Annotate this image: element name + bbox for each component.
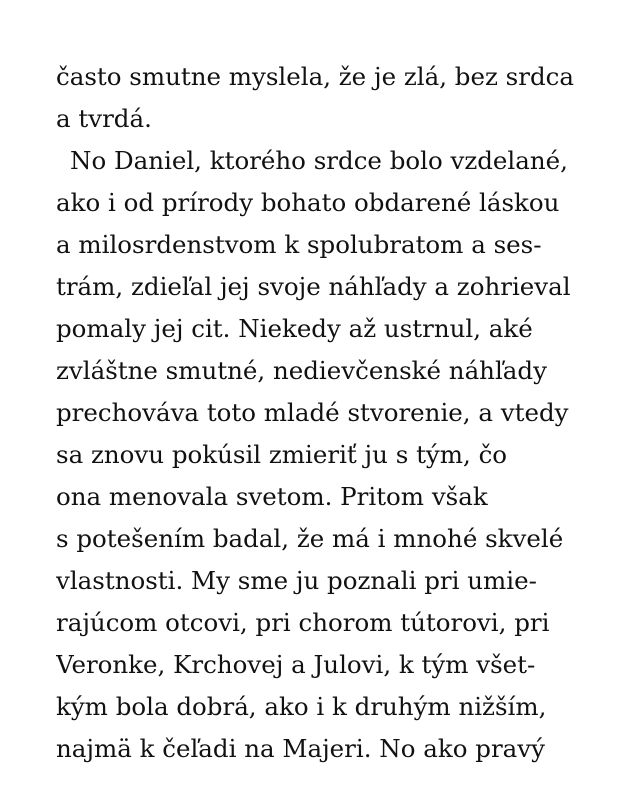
text-line: najmä k čeľadi na Majeri. No ako pravý bbox=[56, 734, 545, 763]
text-line: ona menovala svetom. Pritom však bbox=[56, 482, 488, 511]
text-line: prechováva toto mladé stvorenie, a vtedy bbox=[56, 398, 569, 427]
text-line: a tvrdá. bbox=[56, 104, 152, 133]
text-line: s potešením badal, že má i mnohé skvelé bbox=[56, 524, 564, 553]
text-line: ako i od prírody bohato obdarené láskou bbox=[56, 188, 560, 217]
text-line: a milosrdenstvom k spolubratom a ses- bbox=[56, 230, 542, 259]
text-line: trám, zdieľal jej svoje náhľady a zohrieval bbox=[56, 272, 571, 301]
text-line: často smutne myslela, že je zlá, bez srdca bbox=[56, 62, 574, 91]
text-line: kým bola dobrá, ako i k druhým nižším, bbox=[56, 692, 547, 721]
book-text bbox=[56, 56, 596, 770]
text-line: rajúcom otcovi, pri chorom tútorovi, pri bbox=[56, 608, 550, 637]
text-line: Veronke, Krchovej a Julovi, k tým všet- bbox=[56, 650, 536, 679]
text-line: vlastnosti. My sme ju poznali pri umie- bbox=[56, 566, 537, 595]
text-line: zvláštne smutné, nedievčenské náhľady bbox=[56, 356, 547, 385]
text-line: pomaly jej cit. Niekedy až ustrnul, aké bbox=[56, 314, 533, 343]
text-line: sa znovu pokúsil zmieriť ju s tým, čo bbox=[56, 440, 508, 469]
paragraph-start-line: No Daniel, ktorého srdce bolo vzdelané, bbox=[70, 146, 568, 175]
